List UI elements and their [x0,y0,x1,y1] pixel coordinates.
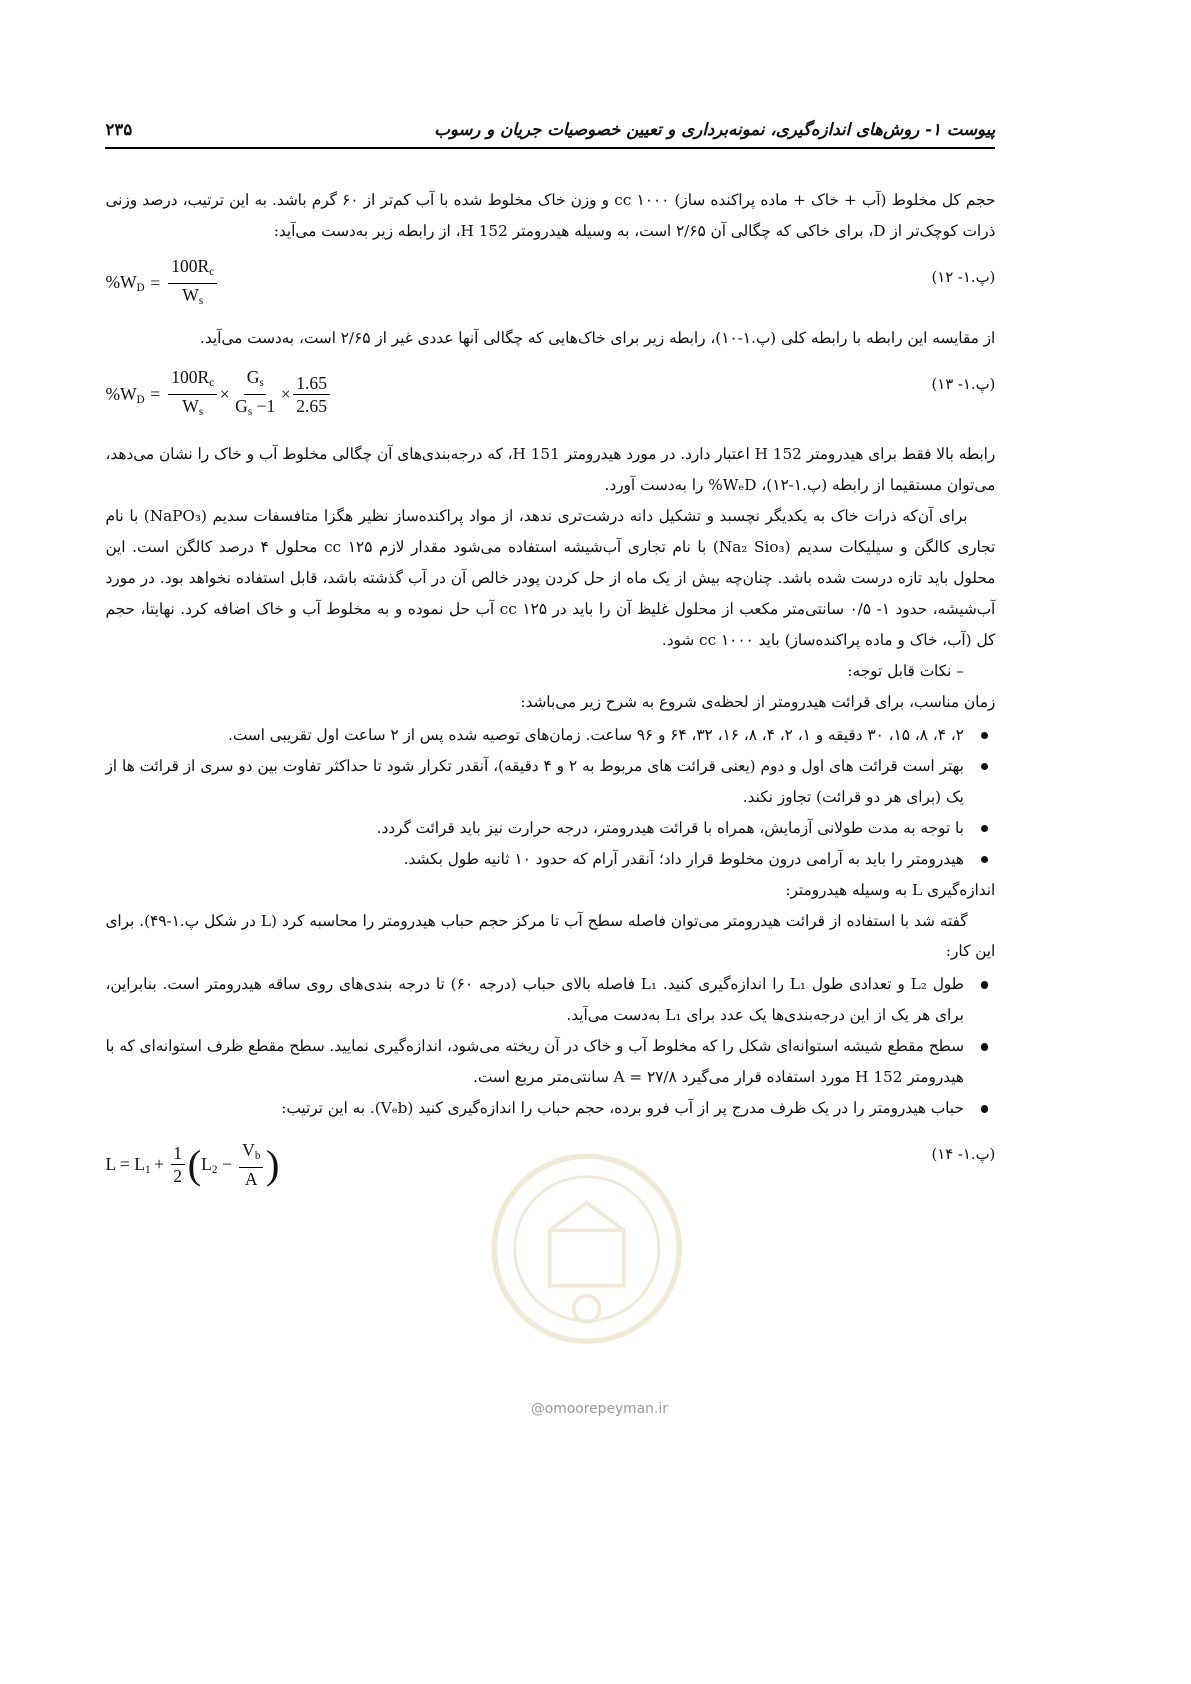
eq14-volume-fraction: $\frac{V_b}{A}$ [239,1139,263,1190]
list-item: سطح مقطع شیشه استوانه‌ای شکل را که مخلوط آب و خاک در آن ریخته می‌شود، اندازه‌گیری نمایید. سطح مقطع ظرف استوانه‌ای که با هیدرومتر 152 H مورد استفاده قرار می‌گیرد A = ۲۷/۸ سانتی‌متر مربع است. [105,1031,995,1093]
watermark-site: @omoorepeyman.ir [530,1401,668,1418]
equation-12 [105,253,995,314]
list-item: هیدرومتر را باید به آرامی درون مخلوط قرار داد؛ آنقدر آرام که حدود ۱۰ ثانیه طول بکشد. [105,844,995,875]
eq14-half: $\frac{1}{2}$ [171,1142,185,1187]
paragraph-4: برای آن‌که ذرات خاک به یکدیگر نچسبد و تشکیل دانه درشت‌تری ندهد، از مواد پراکنده‌ساز نظیر هگزا متافسفات سدیم (NaPO₃) با نام تجاری کالگن و سیلیکات سدیم (Na₂ Sio₃) با نام تجاری آب‌شیشه استفاده می‌شود مقدار لازم ۱۲۵ cc محلول ۴ درصد کالگن است. این محلول باید تازه درست شده باشد. چنان‌چه بیش از یک ماه از حل کردن پودر خالص آن در آب گذشته باشد، قابل استفاده نخواهد بود. در مورد آب‌شیشه، حدود ۱- ۰/۵ سانتی‌متر مکعب از محلول غلیظ آن را باید در ۱۲۵ cc آب حل نموده و به مخلوط آب و خاک اضافه کرد. نهایتا، حجم کل (آب، خاک و ماده پراکنده‌ساز) باید ۱۰۰۰ cc شود. [105,506,996,649]
list-item: بهتر است قرائت های اول و دوم (یعنی قرائت های مربوط به ۲ و ۴ دقیقه)، آنقدر تکرار شود تا حداکثر تفاوت بین دو سری از قرائت ها از یک (برای هر دو قرائت) تجاوز نکند. [105,751,995,813]
eq12-fraction: $\frac{100R_c}{W_s}$ [168,255,217,312]
measurement-steps-list [105,969,995,1124]
times-sign: × [219,383,230,404]
bullet-icon [981,981,988,988]
bullet-icon [981,732,988,739]
paragraph-2: از مقایسه این رابطه با رابطه کلی (پ.۱-۱۰)، رابطه زیر برای خاک‌هایی که چگالی آنها عددی غیر از ۲/۶۵ است، به‌دست می‌آید. [200,328,996,347]
document-body [105,185,995,1209]
equation-12-math [105,253,219,314]
seal-watermark-icon [485,1147,689,1388]
plus-sign: + [154,1154,165,1175]
minus-sign: − [222,1154,232,1175]
paragraph-7: گفته شد با استفاده از قرائت هیدرومتر می‌توان فاصله سطح آب تا مرکز حجم حباب هیدرومتر را محاسبه کرد (L در شکل پ.۱-۴۹). برای این کار: [105,911,996,961]
bullet-icon [981,1105,988,1112]
equation-13 [105,359,995,429]
eq14-lhs: $L = L_1$ [105,1154,151,1176]
list-item: ۲، ۴، ۸، ۱۵، ۳۰ دقیقه و ۱، ۲، ۴، ۸، ۱۶، ۳۲، ۶۴ و ۹۶ ساعت. زمان‌های توصیه شده پس از ۲ ساعت اول تقریبی است. [105,720,995,751]
paragraph-6: اندازه‌گیری L به وسیله هیدرومتر: [785,880,996,899]
open-paren: ( [187,1142,202,1188]
bullet-icon [981,1043,988,1050]
equation-12-label: (پ.۱- ۱۲) [931,269,996,287]
list-item: طول L₂ و تعدادی طول L₁ را اندازه‌گیری کنید. L₁ فاصله بالای حباب (درجه ۶۰) تا درجه بندی‌های روی ساقه هیدرومتر است. بنابراین، برای هر یک از این درجه‌بندی‌ها یک عدد برای L₁ به‌دست می‌آید. [105,969,995,1031]
notes-heading: – نکات قابل توجه: [847,661,964,680]
header-title: پیوست ۱- روش‌های اندازه‌گیری، نمونه‌برداری و تعیین خصوصیات جریان و رسوب [434,119,996,140]
bullet-icon [981,856,988,863]
equals-sign: = [150,272,161,293]
times-sign: × [280,383,291,404]
eq14-inner-term: $L_2$ [201,1154,218,1176]
list-item: با توجه به مدت طولانی آزمایش، همراه با قرائت هیدرومتر، درجه حرارت نیز باید قرائت گردد. [105,813,995,844]
eq13-fraction-1: $\frac{100R_c}{W_s}$ [168,366,217,423]
document-page [105,0,995,1558]
reading-times-list [105,720,995,875]
close-paren: ) [265,1142,280,1188]
list-item: حباب هیدرومتر را در یک ظرف مدرج پر از آب فرو برده، حجم حباب را اندازه‌گیری کنید (Vₑb). به این ترتیب: [105,1093,995,1124]
equals-sign: = [150,383,161,404]
equation-13-math [105,359,332,429]
running-header [105,114,995,149]
eq13-fraction-2: $\frac{G_s}{G_s -1}$ [235,367,276,418]
equation-14-math [105,1130,279,1200]
equation-13-label: (پ.۱- ۱۳) [931,375,996,393]
bullet-icon [981,825,988,832]
bullet-icon [981,763,988,770]
paragraph-1: حجم کل مخلوط (آب + خاک + ماده پراکنده ساز) ۱۰۰۰ cc و وزن خاک مخلوط شده با آب کم‌تر از ۶۰ گرم باشد. به این ترتیب، درصد وزنی ذرات کوچک‌تر از D، برای خاکی که چگالی آن ۲/۶۵ است، به وسیله هیدرومتر 152 H، از رابطه زیر به‌دست می‌آید: [105,191,996,240]
eq13-fraction-3: $\frac{1.65}{2.65}$ [293,372,329,417]
eq12-lhs: $\%W_D$ [105,272,145,294]
paragraph-3: رابطه بالا فقط برای هیدرومتر 152 H اعتبار دارد. در مورد هیدرومتر 151 H، که درجه‌بندی‌های آن چگالی مخلوط آب و خاک را نشان می‌دهد، می‌توان مستقیما از رابطه (پ.۱-۱۲)، WₑD% را به‌دست آورد. [105,444,996,494]
eq13-lhs: $\%W_D$ [105,383,145,406]
paragraph-5: زمان مناسب، برای قرائت هیدرومتر از لحظه‌ی شروع به شرح زیر می‌باشد: [520,692,996,711]
page-number: ۲۳۵ [105,119,133,140]
equation-14-label: (پ.۱- ۱۴) [931,1146,996,1164]
